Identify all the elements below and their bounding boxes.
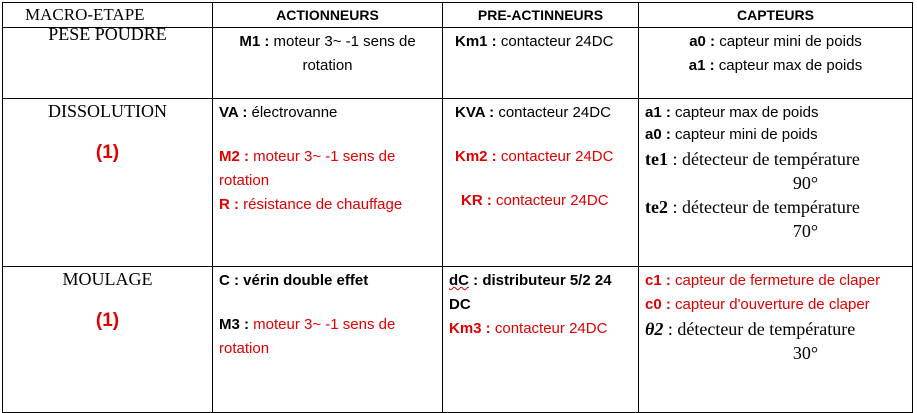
- macro-name: PESE POUDRE: [48, 24, 167, 44]
- list-item: Km2 : contacteur 24DC: [455, 148, 614, 165]
- actionneurs-cell: [213, 28, 443, 99]
- table-row: [3, 267, 913, 413]
- macro-name: DISSOLUTION: [48, 101, 167, 121]
- list-item: M1 : moteur 3~ -1 sens de rotation: [239, 33, 416, 74]
- list-item: Km3 : contacteur 24DC: [449, 320, 608, 337]
- macro-number: (1): [95, 310, 120, 331]
- list-item: te2 : détecteur de température: [645, 197, 860, 217]
- list-item: C : vérin double effet: [219, 272, 369, 289]
- actionneurs-cell: [213, 99, 443, 267]
- temperature-value: 70°: [792, 221, 819, 241]
- macro-cell: [3, 24, 213, 99]
- capteurs-cell: [639, 99, 913, 267]
- list-item: a0 : capteur mini de poids: [645, 126, 818, 143]
- list-item: dC : distributeur 5/2 24 DC: [449, 272, 612, 313]
- table-row: [3, 99, 913, 267]
- list-item: M3 : moteur 3~ -1 sens de rotation: [219, 316, 396, 357]
- header-macro-etape: MACRO-ETAPE: [3, 3, 213, 28]
- list-item: M2 : moteur 3~ -1 sens de rotation: [219, 148, 396, 189]
- macro-cell: [3, 267, 213, 413]
- list-item: c0 : capteur d'ouverture de claper: [645, 296, 870, 313]
- table-row: [3, 28, 913, 99]
- pre-actionneurs-cell: [443, 267, 639, 413]
- stages-table: [2, 2, 913, 413]
- temperature-value: 30°: [792, 343, 819, 363]
- list-item: R : résistance de chauffage: [219, 196, 403, 213]
- capteurs-cell: [639, 267, 913, 413]
- list-item: te1 : détecteur de température: [645, 149, 860, 169]
- list-item: a1 : capteur max de poids: [688, 57, 863, 74]
- header-actionneurs: ACTIONNEURS: [213, 3, 443, 28]
- temperature-value: 90°: [792, 173, 819, 193]
- list-item: VA : électrovanne: [219, 104, 338, 121]
- macro-number: (1): [95, 142, 120, 163]
- list-item: KVA : contacteur 24DC: [455, 104, 611, 121]
- list-item: c1 : capteur de fermeture de claper: [645, 272, 881, 289]
- header-pre-actionneurs: PRE-ACTINNEURS: [443, 3, 639, 28]
- list-item: a0 : capteur mini de poids: [689, 33, 862, 50]
- list-item: KR : contacteur 24DC: [461, 192, 609, 209]
- list-item: Km1 : contacteur 24DC: [455, 33, 614, 50]
- pre-actionneurs-cell: [443, 28, 639, 99]
- list-item: θ2 : détecteur de température: [645, 319, 856, 339]
- capteurs-cell: [639, 28, 913, 99]
- actionneurs-cell: [213, 267, 443, 413]
- macro-cell: [3, 99, 213, 267]
- pre-actionneurs-cell: [443, 99, 639, 267]
- list-item: a1 : capteur max de poids: [645, 104, 819, 121]
- macro-name: MOULAGE: [62, 269, 153, 289]
- header-capteurs: CAPTEURS: [639, 3, 913, 28]
